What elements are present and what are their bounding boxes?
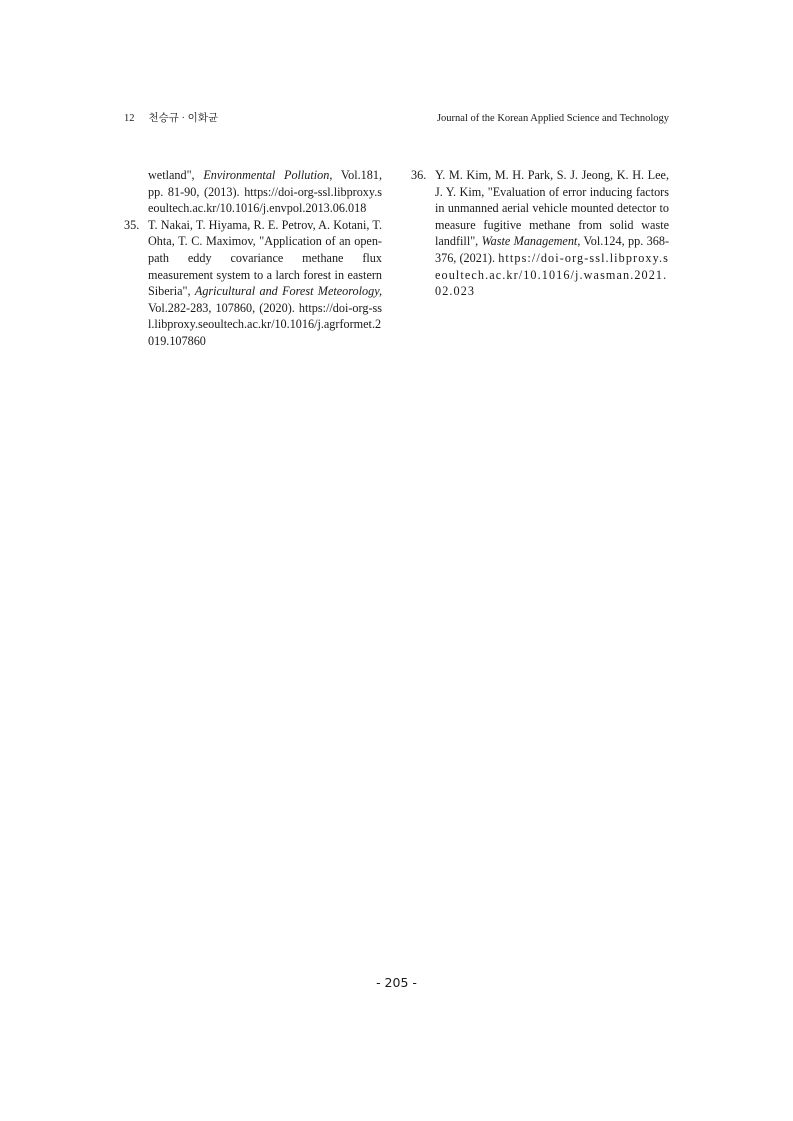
reference-source-title: Waste Management, [481,234,581,249]
page-footer-number: - 205 - [376,975,417,990]
reference-details: Vol.124, pp. 368-376, (2021). [435,234,670,265]
reference-doi-link[interactable]: https://doi-org-ssl.libproxy.seoultech.ac.kr/10.1016/j.wasman.2021.02.023 [435,250,669,299]
reference-details: Vol.282-283, 107860, (2020). [148,300,299,315]
reference-text: wetland", [148,168,204,182]
reference-number: 36. [411,168,427,182]
reference-item-continued [124,167,382,217]
running-head [124,111,669,127]
page-number: 12 [124,113,135,124]
reference-text: T. Nakai, T. Hiyama, R. E. Petrov, A. Kotani, T. Ohta, T. C. Maximov, "Application of an open-path eddy covariance methane flux measurement system to a larch forest in eastern Siberia", [148,217,382,299]
running-head-journal: Journal of the Korean Applied Science and Technology [436,113,669,124]
reference-doi-link[interactable]: https://doi-org-ssl.libproxy.seoultech.ac.kr/10.1016/j.envpol.2013.06.018 [148,184,382,216]
reference-column-left [124,167,382,350]
reference-source-title: Agricultural and Forest Meteorology, [194,284,382,299]
reference-item-35 [124,217,382,350]
reference-doi-link[interactable]: https://doi-org-ssl.libproxy.seoultech.ac.kr/10.1016/j.agrformet.2019.107860 [148,300,382,348]
reference-column-right [411,167,669,300]
reference-number: 35. [124,217,140,232]
reference-text: Y. M. Kim, M. H. Park, S. J. Jeong, K. H. Lee, J. Y. Kim, "Evaluation of error inducing factors in unmanned aerial vehicle mounted detector to measure fugitive methane from solid waste landfill", [435,168,669,249]
running-head-left [124,111,218,127]
reference-source-title: Environmental Pollution, [203,168,333,182]
reference-details: Vol.181, pp. 81-90, (2013). [148,168,382,199]
running-head-authors: 천승규 · 이화균 [148,113,219,124]
reference-item-36 [411,167,669,300]
